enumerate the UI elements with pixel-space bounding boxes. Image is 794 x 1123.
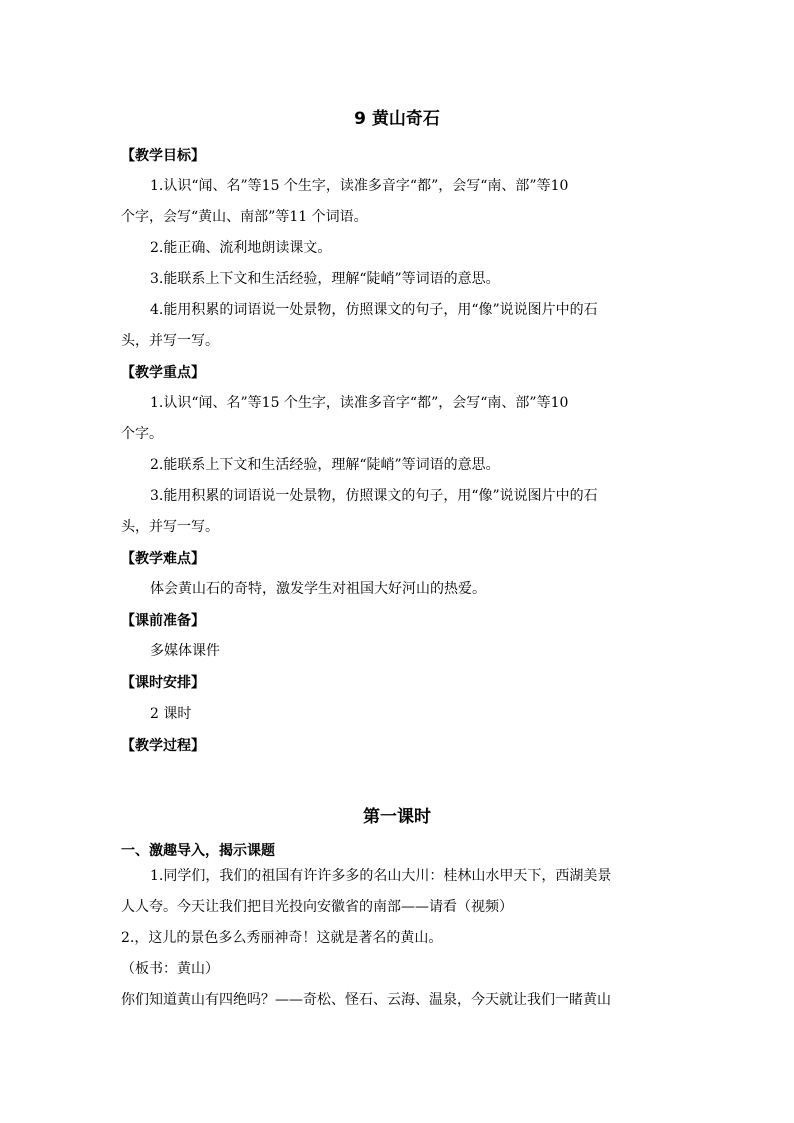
lesson-line-1: 1.同学们，我们的祖国有许许多多的名山大川：桂林山水甲天下，西湖美景 (150, 868, 612, 884)
section-heading-difficulty: 【教学难点】 (121, 551, 205, 567)
lesson-line-4: （板书：黄山） (121, 961, 219, 977)
lesson-line-2: 人人夸。今天让我们把目光投向安徽省的南部——请看（视频） (121, 899, 513, 915)
section-heading-focus: 【教学重点】 (121, 365, 205, 381)
focus-line-2: 个字。 (121, 426, 163, 442)
focus-line-3: 2.能联系上下文和生活经验，理解“陡峭”等词语的意思。 (150, 457, 500, 473)
lesson-line-5: 你们知道黄山有四绝吗？——奇松、怪石、云海、温泉，今天就让我们一睹黄山 (121, 992, 611, 1008)
section-heading-schedule: 【课时安排】 (121, 675, 205, 691)
lesson-line-3: 2.，这儿的景色多么秀丽神奇！这就是著名的黄山。 (121, 930, 443, 946)
schedule-line-1: 2 课时 (150, 706, 192, 722)
lesson-part-heading: 一、激趣导入，揭示课题 (121, 843, 275, 859)
goals-line-4: 3.能联系上下文和生活经验，理解“陡峭”等词语的意思。 (150, 271, 500, 287)
goals-line-6: 头，并写一写。 (121, 333, 219, 349)
goals-line-5: 4.能用积累的词语说一处景物，仿照课文的句子，用“像”说说图片中的石 (150, 302, 598, 318)
section-heading-goals: 【教学目标】 (121, 148, 205, 164)
focus-line-4: 3.能用积累的词语说一处景物，仿照课文的句子，用“像”说说图片中的石 (150, 488, 598, 504)
goals-line-3: 2.能正确、流利地朗读课文。 (150, 240, 332, 256)
focus-line-5: 头，并写一写。 (121, 519, 219, 535)
section-heading-prep: 【课前准备】 (121, 613, 205, 629)
page-title: 9 黄山奇石 (354, 109, 440, 129)
difficulty-line-1: 体会黄山石的奇特，激发学生对祖国大好河山的热爱。 (150, 581, 486, 597)
goals-line-2: 个字，会写“黄山、南部”等11 个词语。 (121, 209, 368, 225)
focus-line-1: 1.认识“闻、名”等15 个生字，读准多音字“都”，会写“南、部”等10 (150, 395, 569, 411)
lesson-title: 第一课时 (363, 807, 431, 827)
goals-line-1: 1.认识“闻、名”等15 个生字，读准多音字“都”，会写“南、部”等10 (150, 178, 569, 194)
section-heading-process: 【教学过程】 (121, 738, 205, 754)
prep-line-1: 多媒体课件 (150, 643, 220, 659)
